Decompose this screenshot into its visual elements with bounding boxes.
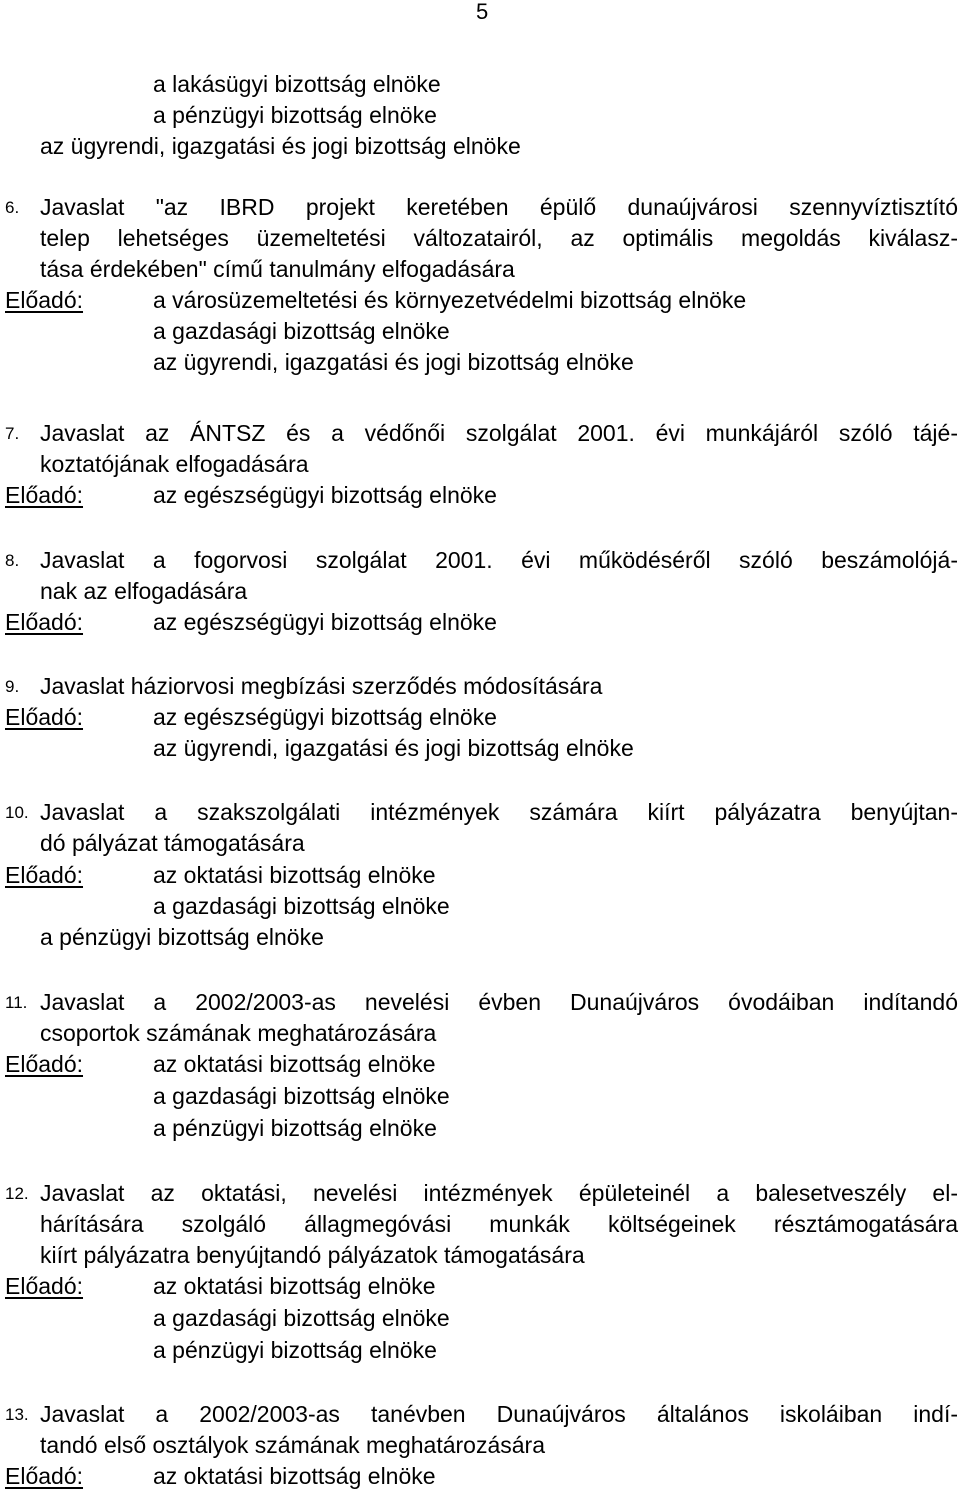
item-title-line: hárítására szolgáló állagmegóvási munkák költségeinek résztámogatására bbox=[40, 1211, 958, 1237]
item-title-line: Javaslat háziorvosi megbízási szerződés módosítására bbox=[40, 673, 603, 699]
presenter-line: a gazdasági bizottság elnöke bbox=[153, 1083, 450, 1109]
item-title-line: Javaslat a fogorvosi szolgálat 2001. évi működéséről szóló beszámolójá- bbox=[40, 547, 958, 573]
top-presenter-line: a lakásügyi bizottság elnöke bbox=[153, 71, 441, 97]
item-title-line: Javaslat "az IBRD projekt keretében épülő dunaújvárosi szennyvíztisztító bbox=[40, 194, 958, 220]
item-number: 10. bbox=[5, 803, 29, 822]
presenter-line: a városüzemeltetési és környezetvédelmi bizottság elnöke bbox=[153, 287, 747, 313]
presenter-label: Előadó: bbox=[5, 1463, 84, 1489]
item-title-line: koztatójának elfogadására bbox=[40, 451, 309, 477]
item-title-line: csoportok számának meghatározására bbox=[40, 1020, 437, 1046]
item-title-line: tandó első osztályok számának meghatározására bbox=[40, 1432, 546, 1458]
item-number: 6. bbox=[5, 198, 20, 217]
item-number: 12. bbox=[5, 1184, 29, 1203]
item-title-line: Javaslat a szakszolgálati intézmények számára kiírt pályázatra benyújtan- bbox=[40, 799, 958, 825]
item-title-line: Javaslat az oktatási, nevelési intézmények épületeinél a balesetveszély el- bbox=[40, 1180, 958, 1206]
item-title-line: dó pályázat támogatására bbox=[40, 830, 305, 856]
item-number: 13. bbox=[5, 1405, 29, 1424]
presenter-line: a pénzügyi bizottság elnöke bbox=[153, 1337, 437, 1363]
presenter-line: az egészségügyi bizottság elnöke bbox=[153, 609, 497, 635]
presenter-line: a pénzügyi bizottság elnöke bbox=[153, 1115, 437, 1141]
presenter-line: az ügyrendi, igazgatási és jogi bizottság elnöke bbox=[153, 349, 634, 375]
presenter-line: a gazdasági bizottság elnöke bbox=[153, 1305, 450, 1331]
presenter-line: az oktatási bizottság elnöke bbox=[153, 862, 436, 888]
presenter-line: a gazdasági bizottság elnöke bbox=[153, 318, 450, 344]
item-title-line: Javaslat a 2002/2003-as nevelési évben Dunaújváros óvodáiban indítandó bbox=[40, 989, 958, 1015]
presenter-line: az ügyrendi, igazgatási és jogi bizottság elnöke bbox=[153, 735, 634, 761]
item-number: 11. bbox=[5, 993, 28, 1012]
top-presenter-line: az ügyrendi, igazgatási és jogi bizottság elnöke bbox=[40, 133, 521, 159]
presenter-label: Előadó: bbox=[5, 862, 84, 888]
item-title-line: tása érdekében" című tanulmány elfogadására bbox=[40, 256, 515, 282]
presenter-label: Előadó: bbox=[5, 1051, 84, 1077]
item-number: 7. bbox=[5, 424, 20, 443]
presenter-label: Előadó: bbox=[5, 482, 84, 508]
presenter-line: az oktatási bizottság elnöke bbox=[153, 1463, 436, 1489]
presenter-label: Előadó: bbox=[5, 609, 84, 635]
presenter-line: az egészségügyi bizottság elnöke bbox=[153, 482, 497, 508]
item-title-line: nak az elfogadására bbox=[40, 578, 248, 604]
presenter-label: Előadó: bbox=[5, 287, 84, 313]
item-title-line: Javaslat a 2002/2003-as tanévben Dunaújváros általános iskoláiban indí- bbox=[40, 1401, 958, 1427]
presenter-label: Előadó: bbox=[5, 704, 84, 730]
presenter-line: az oktatási bizottság elnöke bbox=[153, 1273, 436, 1299]
presenter-line: a gazdasági bizottság elnöke bbox=[153, 893, 450, 919]
top-presenter-line: a pénzügyi bizottság elnöke bbox=[153, 102, 437, 128]
presenter-line: az oktatási bizottság elnöke bbox=[153, 1051, 436, 1077]
item-title-line: Javaslat az ÁNTSZ és a védőnői szolgálat 2001. évi munkájáról szóló tájé- bbox=[40, 420, 958, 446]
presenter-line: az egészségügyi bizottság elnöke bbox=[153, 704, 497, 730]
item-number: 8. bbox=[5, 551, 20, 570]
presenter-line: a pénzügyi bizottság elnöke bbox=[40, 924, 324, 950]
item-title-line: kiírt pályázatra benyújtandó pályázatok támogatására bbox=[40, 1242, 585, 1268]
presenter-label: Előadó: bbox=[5, 1273, 84, 1299]
item-number: 9. bbox=[5, 677, 20, 696]
page-number: 5 bbox=[476, 0, 489, 24]
item-title-line: telep lehetséges üzemeltetési változatairól, az optimális megoldás kiválasz- bbox=[40, 225, 958, 251]
